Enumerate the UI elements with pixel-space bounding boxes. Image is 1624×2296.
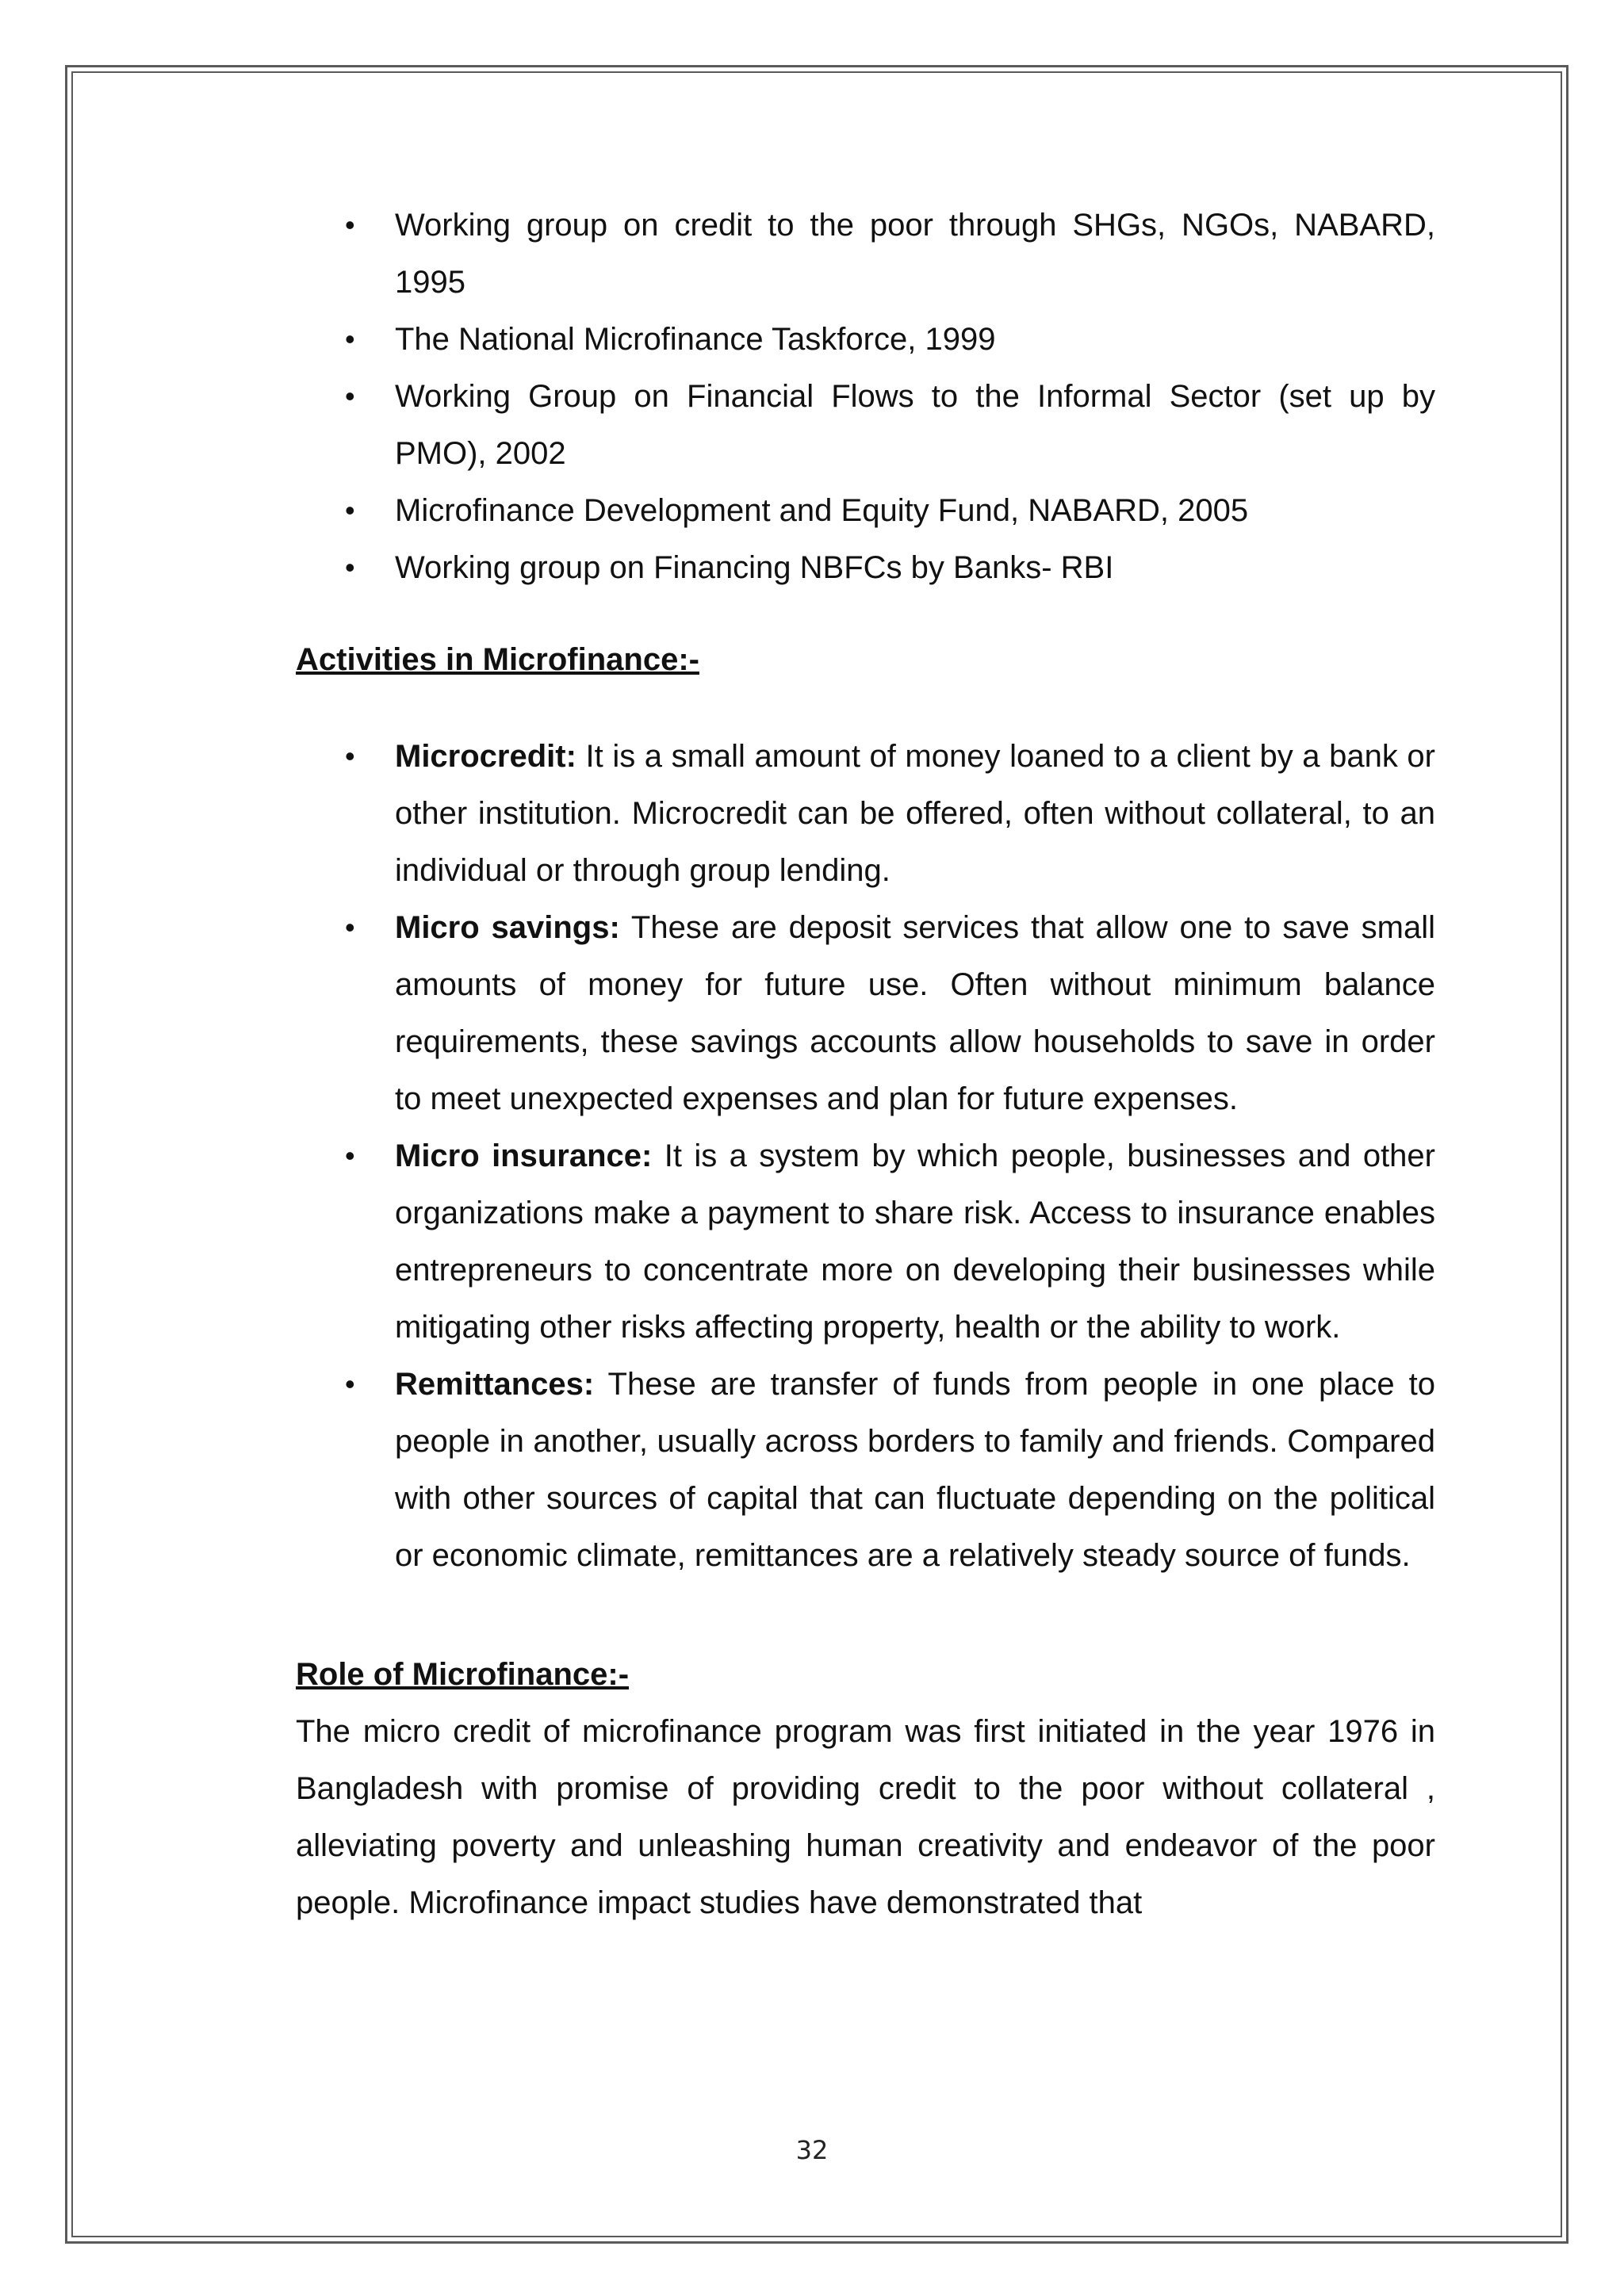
bullet-icon: • [345, 911, 355, 943]
activity-term: Microcredit: [395, 739, 576, 774]
list-item: • The National Microfinance Taskforce, 1999 [296, 311, 1435, 368]
activity-description: These are deposit services that allow one to save small amounts of money for future use. Often without minimum balance requirements, these savings accounts allow households to save in order to meet unexpected expenses and plan for future expenses. [395, 910, 1435, 1116]
bullet-icon: • [345, 1139, 355, 1172]
committee-list [296, 197, 1435, 596]
role-heading: Role of Microfinance:- [296, 1657, 630, 1692]
page-content [296, 197, 1435, 1931]
list-item [296, 1127, 1435, 1356]
bullet-icon: • [345, 380, 355, 412]
bullet-icon: • [345, 209, 355, 241]
bullet-icon: • [345, 494, 355, 526]
activities-list [296, 728, 1435, 1584]
bullet-icon: • [345, 551, 355, 584]
activities-heading: Activities in Microfinance:- [296, 642, 699, 677]
activity-term: Remittances: [395, 1367, 595, 1402]
activity-description: These are transfer of funds from people in one place to people in another, usually across borders to family and friends. Compared with other sources of capital that can fluctuate depending on the political or economic climate, remittances are a relatively steady source of funds. [395, 1367, 1435, 1573]
activity-description: It is a system by which people, businesses and other organizations make a payment to share risk. Access to insurance enables entrepreneurs to concentrate more on developing their businesses while mitigating other risks affecting property, health or the ability to work. [395, 1138, 1435, 1345]
list-item: • Working group on Financing NBFCs by Banks- RBI [296, 539, 1435, 596]
activity-term: Micro savings: [395, 910, 620, 945]
list-item [296, 1356, 1435, 1584]
page-number: 32 [795, 2135, 829, 2165]
list-item: • Microfinance Development and Equity Fund, NABARD, 2005 [296, 482, 1435, 539]
role-paragraph: The micro credit of microfinance program was first initiated in the year 1976 in Bangladesh with promise of providing credit to the poor without collateral , alleviating poverty and unleashing human creativity and endeavor of the poor people. Microfinance impact studies have demonstrated that [296, 1714, 1435, 1920]
list-item [296, 728, 1435, 899]
bullet-icon: • [345, 1368, 355, 1400]
bullet-icon: • [345, 740, 355, 772]
bullet-icon: • [345, 323, 355, 355]
activity-term: Micro insurance: [395, 1138, 653, 1173]
list-item: • Working Group on Financial Flows to the Informal Sector (set up by PMO), 2002 [296, 368, 1435, 482]
list-item [296, 899, 1435, 1127]
list-item: • Working group on credit to the poor through SHGs, NGOs, NABARD, 1995 [296, 197, 1435, 311]
activity-description: It is a small amount of money loaned to a client by a bank or other institution. Microcredit can be offered, often without collateral, to an individual or through group lending. [395, 739, 1435, 888]
